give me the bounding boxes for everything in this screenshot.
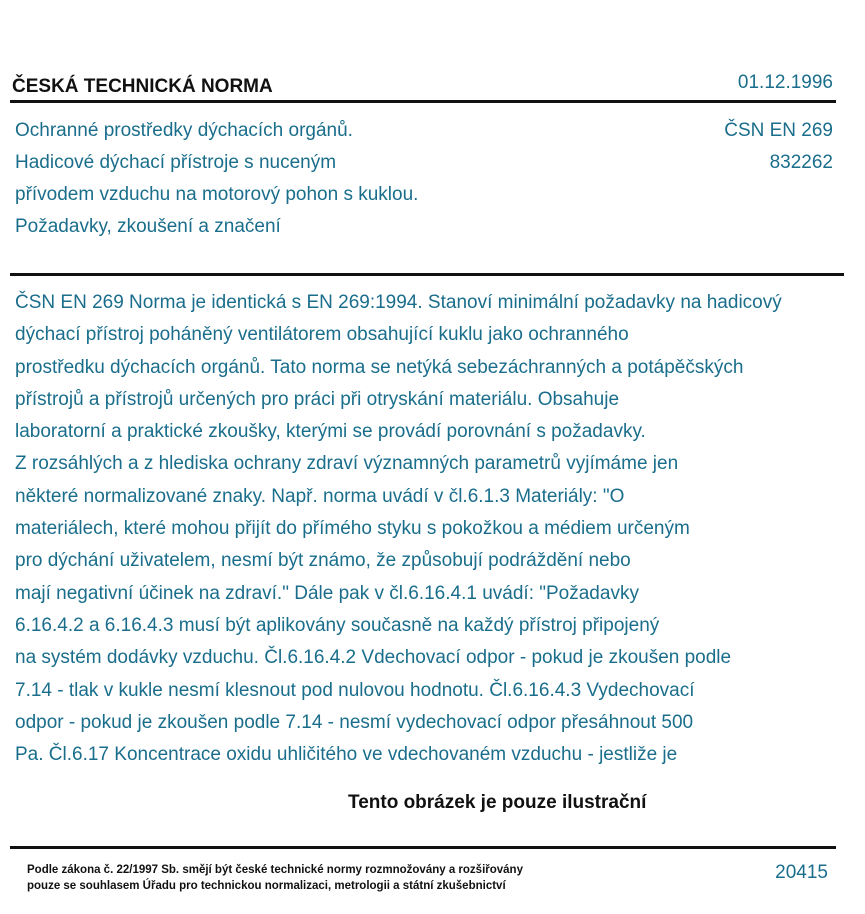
annotation-line: odpor - pokud je zkoušen podle 7.14 - nesmí vydechovací odpor přesáhnout 500	[15, 711, 694, 733]
annotation-line: přístrojů a přístrojů určených pro práci při otryskání materiálu. Obsahuje	[15, 388, 620, 410]
standard-title	[15, 115, 418, 243]
annotation-text	[15, 287, 782, 771]
annotation-line: 7.14 - tlak v kukle nesmí klesnout pod nulovou hodnotu. Čl.6.16.4.3 Vydechovací	[15, 679, 695, 701]
annotation-line: Z rozsáhlých a z hlediska ochrany zdraví významných parametrů vyjímáme jen	[15, 453, 679, 475]
publication-date: 01.12.1996	[737, 72, 833, 93]
legal-notice	[27, 862, 523, 894]
annotation-line: laboratorní a praktické zkoušky, kterými se provádí porovnání s požadavky.	[15, 421, 646, 443]
annotation-line: 6.16.4.2 a 6.16.4.3 musí být aplikovány současně na každý přístroj připojený	[15, 614, 660, 636]
catalog-number: 20415	[775, 862, 828, 883]
footer-divider	[10, 846, 836, 849]
annotation-line: některé normalizované znaky. Např. norma uvádí v čl.6.1.3 Materiály: "O	[15, 485, 625, 507]
illustration-disclaimer: Tento obrázek je pouze ilustrační	[348, 792, 647, 813]
annotation-line: pro dýchání uživatelem, nesmí být známo, že způsobují podráždění nebo	[15, 550, 631, 572]
standard-title-line: Hadicové dýchací přístroje s nuceným	[15, 152, 337, 173]
legal-notice-line: pouze se souhlasem Úřadu pro technickou normalizaci, metrologii a státní zkušebnictví	[27, 880, 506, 892]
annotation-line: na systém dodávky vzduchu. Čl.6.16.4.2 Vdechovací odpor - pokud je zkoušen podle	[15, 647, 732, 669]
document-type-title: ČESKÁ TECHNICKÁ NORMA	[12, 76, 273, 97]
standard-title-line: Ochranné prostředky dýchacích orgánů.	[15, 120, 353, 141]
annotation-line: prostředku dýchacích orgánů. Tato norma se netýká sebezáchranných a potápěčských	[15, 356, 744, 378]
annotation-line: dýchací přístroj poháněný ventilátorem obsahující kuklu jako ochranného	[15, 324, 629, 346]
annotation-line: Pa. Čl.6.17 Koncentrace oxidu uhličitého ve vdechovaném vzduchu - jestliže je	[15, 744, 678, 766]
standard-title-line: přívodem vzduchu na motorový pohon s kuklou.	[15, 184, 419, 205]
header-divider	[10, 100, 836, 103]
standard-code: ČSN EN 269	[724, 120, 833, 141]
title-divider	[10, 273, 844, 276]
annotation-line: mají negativní účinek na zdraví." Dále pak v čl.6.16.4.1 uvádí: "Požadavky	[15, 582, 639, 604]
classification-number: 832262	[769, 152, 833, 173]
annotation-line: ČSN EN 269 Norma je identická s EN 269:1994. Stanoví minimální požadavky na hadicový	[15, 292, 782, 313]
annotation-line: materiálech, které mohou přijít do přímého styku s pokožkou a médiem určeným	[15, 518, 690, 540]
legal-notice-line: Podle zákona č. 22/1997 Sb. smějí být české technické normy rozmnožovány a rozšiřovány	[27, 864, 523, 876]
standard-title-line: Požadavky, zkoušení a značení	[15, 216, 281, 237]
